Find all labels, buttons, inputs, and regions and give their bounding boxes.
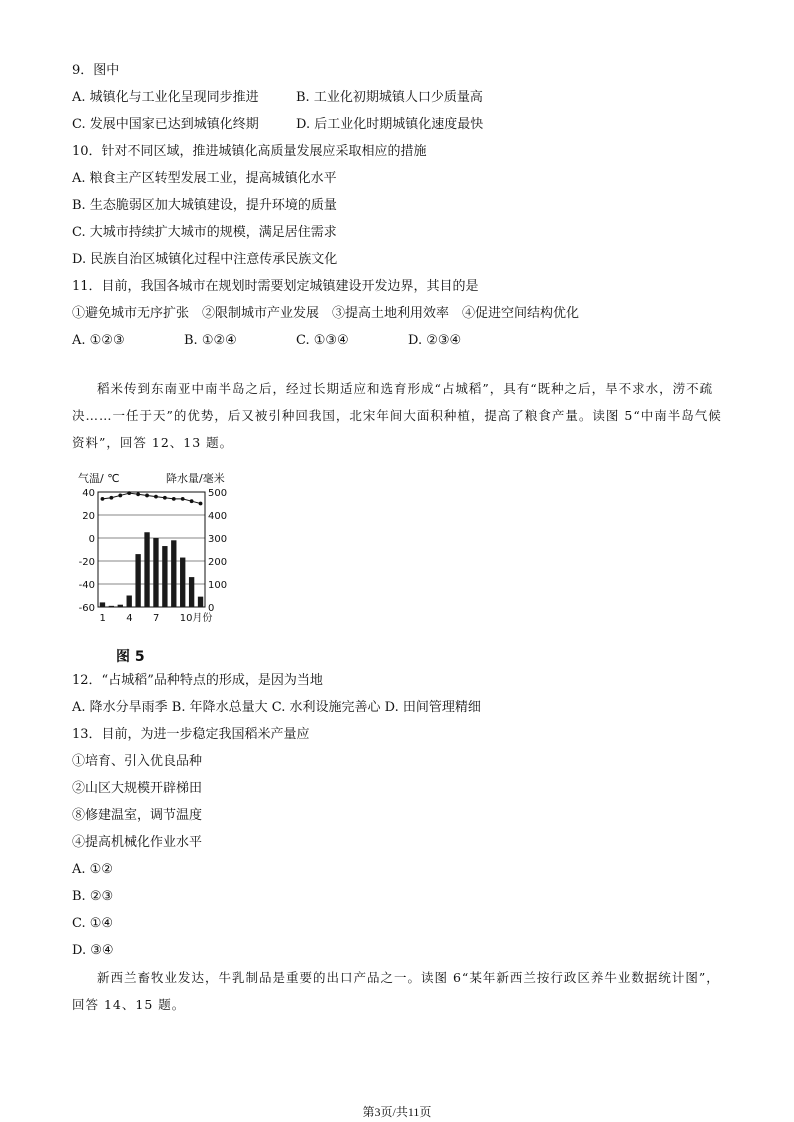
precip-tick-label: 500 <box>208 488 228 499</box>
q9-option-d: D. 后工业化时期城镇化速度最快 <box>296 117 484 132</box>
q10-option-b: B. 生态脆弱区加大城镇建设，提升环境的质量 <box>72 198 337 213</box>
x-tick-label: 1 <box>99 613 106 624</box>
q13-option-c: C. ①④ <box>72 916 114 931</box>
q13-item-3: ⑧修建温室，调节温度 <box>72 808 203 823</box>
temperature-point <box>172 497 176 501</box>
temp-tick-label: -20 <box>78 557 95 568</box>
temperature-point <box>154 495 158 499</box>
q11-items: ①避免城市无序扩张 ②限制城市产业发展 ③提高土地利用效率 ④促进空间结构优化 <box>72 306 580 321</box>
temperature-point <box>109 496 113 500</box>
precip-tick-label: 100 <box>208 580 228 591</box>
q12-options: A. 降水分旱雨季 B. 年降水总量大 C. 水利设施完善心 D. 田间管理精细 <box>72 700 481 715</box>
page-footer: 第3页/共11页 <box>362 1105 432 1119</box>
precip-bar <box>180 558 185 607</box>
q12-stem: 12．“占城稻”品种特点的形成，是因为当地 <box>72 673 323 688</box>
temp-tick-label: -60 <box>78 603 95 614</box>
q11-option-a: A. ①②③ <box>72 333 125 348</box>
precip-bar <box>189 577 194 607</box>
precip-bar <box>135 554 140 607</box>
temperature-point <box>163 496 167 500</box>
temperature-point <box>190 499 194 503</box>
precip-tick-label: 0 <box>208 603 215 614</box>
temperature-point <box>181 497 185 501</box>
q13-item-2: ②山区大规模开辟梯田 <box>72 781 203 796</box>
climate-chart <box>70 468 240 628</box>
temp-tick-label: -40 <box>78 580 95 591</box>
x-tick-label: 10月份 <box>179 613 213 624</box>
q13-item-1: ①培育、引入优良品种 <box>72 754 203 769</box>
precip-bar <box>171 540 176 607</box>
precip-bar <box>162 546 167 607</box>
q9-option-a: A. 城镇化与工业化呈现同步推进 <box>72 90 259 105</box>
right-axis-label: 降水量/毫米 <box>166 472 225 485</box>
q11-option-c: C. ①③④ <box>296 333 349 348</box>
temp-tick-label: 20 <box>82 511 95 522</box>
q13-option-d: D. ③④ <box>72 943 114 958</box>
q13-option-a: A. ①② <box>72 862 113 877</box>
q10-stem: 10．针对不同区域，推进城镇化高质量发展应采取相应的措施 <box>72 144 427 159</box>
q10-option-d: D. 民族自治区城镇化过程中注意传承民族文化 <box>72 252 338 267</box>
temperature-point <box>127 491 131 495</box>
q9-option-c: C. 发展中国家已达到城镇化终期 <box>72 117 259 132</box>
q10-option-c: C. 大城市持续扩大城市的规模，满足居住需求 <box>72 225 337 240</box>
precip-tick-label: 200 <box>208 557 228 568</box>
temperature-point <box>101 497 105 501</box>
x-tick-label: 7 <box>152 613 160 624</box>
precip-bar <box>153 538 158 607</box>
temp-tick-label: 40 <box>82 488 95 499</box>
q11-stem: 11．目前，我国各城市在规划时需要划定城镇建设开发边界，其目的是 <box>72 279 479 294</box>
precip-bar <box>109 606 114 607</box>
passage-rice: 稻米传到东南亚中南半岛之后，经过长期适应和选育形成“占城稻”，具有“既种之后，旱不求水，涝不疏决……一任于天”的优势，后又被引种回我国，北宋年间大面积种植，提高了粮食产量。读图 5“中南半岛气候资料”，回答 12、13 题。 <box>72 381 722 450</box>
q11-option-d: D. ②③④ <box>408 333 462 348</box>
precip-bar <box>198 597 203 607</box>
temperature-point <box>199 502 203 506</box>
passage-new-zealand: 新西兰畜牧业发达，牛乳制品是重要的出口产品之一。读图 6“某年新西兰按行政区养牛业数据统计图”，回答 14、15 题。 <box>72 970 720 1012</box>
q11-option-b: B. ①②④ <box>184 333 237 348</box>
q9-option-b: B. 工业化初期城镇人口少质量高 <box>296 90 483 105</box>
temperature-line <box>102 493 200 503</box>
q13-option-b: B. ②③ <box>72 889 114 904</box>
temp-tick-label: 0 <box>88 534 95 545</box>
q9-stem: 9．图中 <box>72 63 120 78</box>
q13-item-4: ④提高机械化作业水平 <box>72 835 203 850</box>
temperature-point <box>118 494 122 498</box>
precip-bar <box>100 602 105 607</box>
precip-bar <box>144 532 149 607</box>
x-tick-label: 4 <box>126 613 133 624</box>
temperature-point <box>136 492 140 496</box>
precip-tick-label: 400 <box>208 511 228 522</box>
precip-bar <box>127 596 132 608</box>
figure-caption: 图 5 <box>116 649 145 665</box>
precip-tick-label: 300 <box>208 534 228 545</box>
q10-option-a: A. 粮食主产区转型发展工业，提高城镇化水平 <box>72 171 337 186</box>
precip-bar <box>118 605 123 607</box>
temperature-point <box>145 494 149 498</box>
left-axis-label: 气温/ ℃ <box>78 472 120 485</box>
q13-stem: 13．目前，为进一步稳定我国稻米产量应 <box>72 727 310 742</box>
